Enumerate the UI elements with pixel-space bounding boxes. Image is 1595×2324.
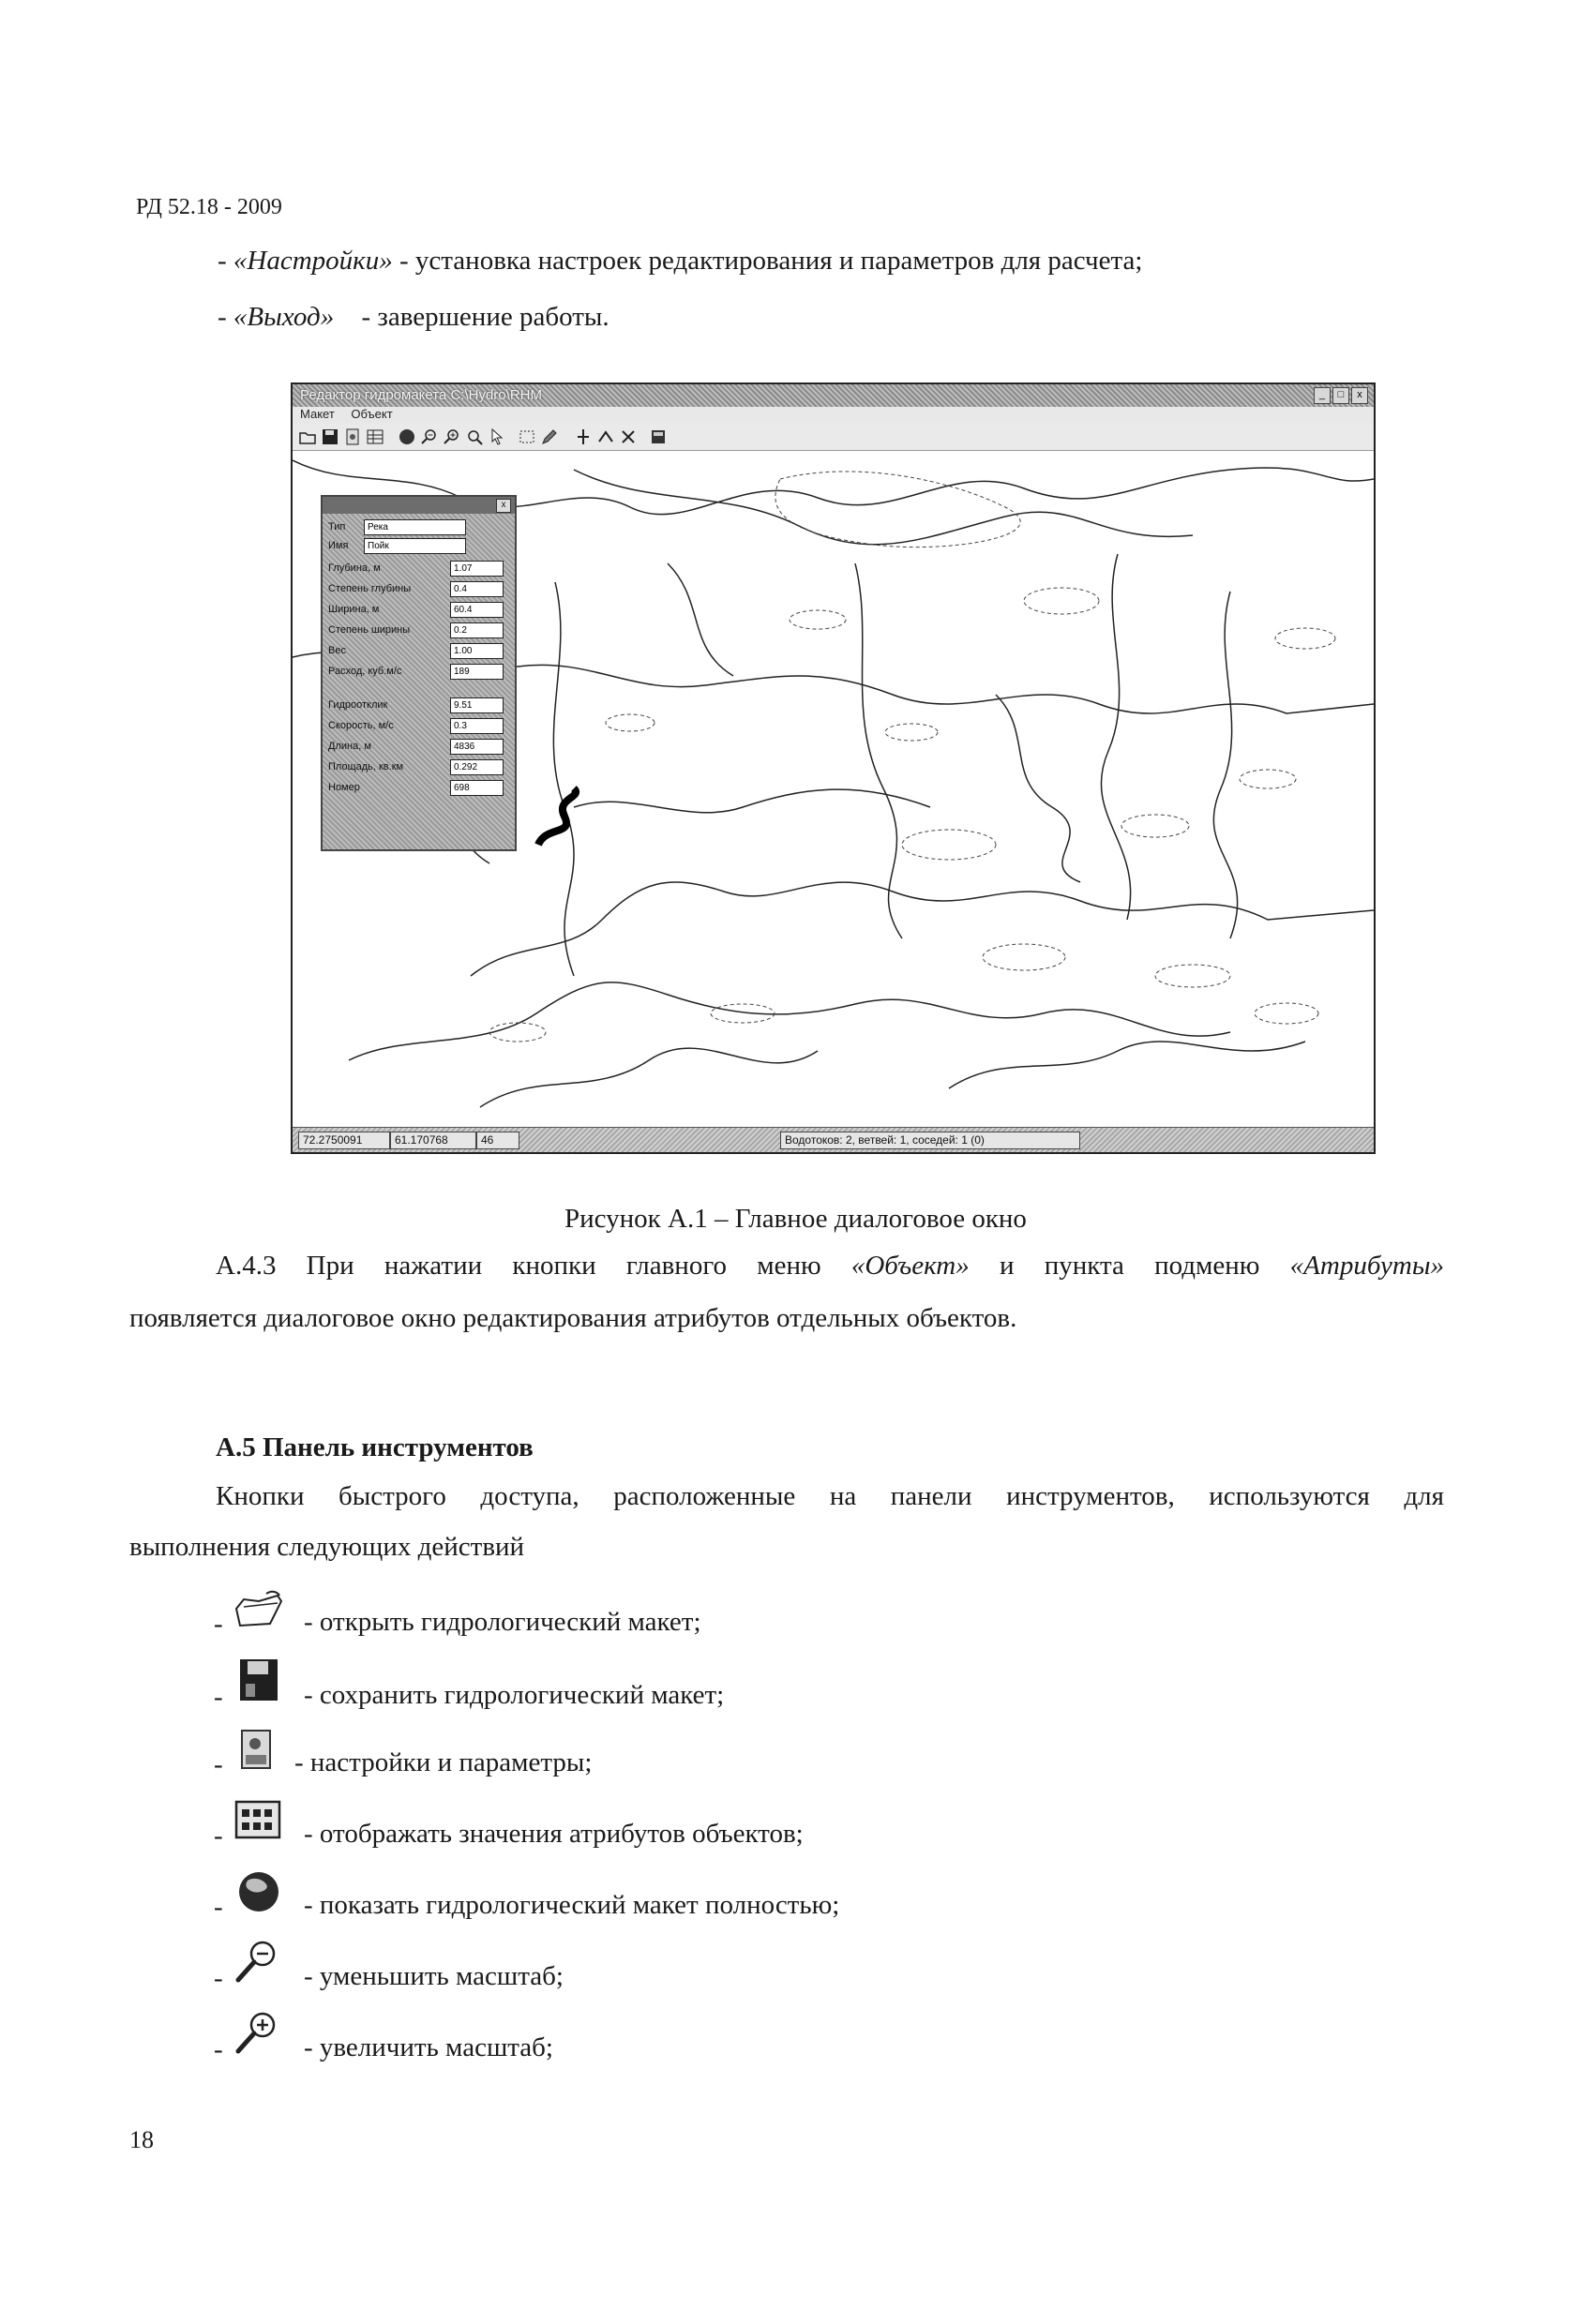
attr-row [328,718,509,735]
menu-desc-exit [218,298,609,336]
attr-label: Гидроотклик [328,699,388,711]
attr-value-field[interactable]: 189 [450,664,504,680]
zoom-out-icon [231,1939,287,1986]
attr-label: Расход, куб.м/с [328,666,402,677]
attr-row-type [328,519,509,536]
maximize-button[interactable]: □ [1332,387,1349,404]
window-titlebar [293,384,1374,407]
type-select[interactable]: Река [364,519,466,535]
menu-desc-text: - установка настроек редактирования и параметров для расчета; [392,246,1143,276]
figure-caption: Рисунок А.1 – Главное диалоговое окно [564,1204,1027,1234]
minimize-button[interactable]: _ [1314,387,1331,404]
attr-label: Имя [328,540,349,551]
settings-document-icon[interactable] [343,427,362,446]
calculate-icon[interactable] [649,427,668,446]
dash: - [214,1892,223,1922]
list-item-text: - открыть гидрологический макет; [304,1607,701,1637]
menu-desc-settings [218,242,1142,279]
toolbar-items-list [214,1586,1058,2111]
attr-row [328,759,509,776]
status-info: Водотоков: 2, ветвей: 1, соседей: 1 (0) [780,1132,1080,1149]
name-field[interactable]: Пойк [364,538,466,554]
pointer-icon[interactable] [488,427,506,446]
attr-value-field[interactable]: 698 [450,780,504,796]
menu-name-settings: «Настройки» [233,246,393,276]
search-icon[interactable] [465,427,484,446]
pencil-icon[interactable] [540,427,559,446]
attr-value-field[interactable]: 1.00 [450,643,504,659]
menu-name-exit: «Выход» [233,302,335,332]
attr-value-field[interactable]: 0.292 [450,759,504,775]
menu-layout[interactable]: Макет [300,407,335,421]
attr-label: Тип [328,521,346,532]
attr-row [328,561,509,577]
attr-value-field[interactable]: 4836 [450,739,504,755]
zoom-in-icon [231,2010,287,2057]
list-item-text: - увеличить масштаб; [304,2032,553,2062]
attr-label: Глубина, м [328,562,381,574]
attr-label: Степень ширины [328,624,411,636]
list-item-text: - уменьшить масштаб; [304,1961,564,1991]
list-item-text: - показать гидрологический макет полностью; [304,1890,840,1920]
attribute-table-icon[interactable] [366,427,384,446]
list-item [214,1939,1058,1995]
floppy-disk-icon [233,1657,289,1704]
section-heading: А.5 Панель инструментов [216,1432,534,1462]
attr-row [328,780,509,797]
para-text: А.4.3 При нажатии кнопки главного меню [216,1251,851,1281]
dash: - [214,1821,223,1851]
list-item-text: - настройки и параметры; [294,1747,593,1777]
zoom-in-icon[interactable] [443,427,461,446]
status-latitude: 61.170768 [390,1132,476,1149]
window-title: Редактор гидромакета С:\Hydro\RHM [300,387,542,403]
list-item [214,1796,1058,1852]
page-number: 18 [129,2126,154,2153]
main-window-screenshot [291,382,1376,1154]
list-item-text: - сохранить гидрологический макет; [304,1680,725,1710]
split-tool-icon[interactable] [574,427,593,446]
join-tool-icon[interactable] [596,427,615,446]
list-item [214,1657,1058,1714]
dash: - [214,1609,223,1639]
attr-row [328,664,509,681]
section-intro-line2: выполнения следующих действий [129,1532,525,1562]
attributes-dialog [321,495,517,851]
dialog-close-button[interactable]: x [496,499,511,513]
dialog-titlebar [323,497,515,514]
window-menubar [293,407,1374,424]
attr-label: Площадь, кв.км [328,761,404,772]
status-count: 46 [476,1132,519,1149]
attr-value-field[interactable]: 0.2 [450,622,504,638]
attribute-table-icon [234,1798,291,1845]
select-tool-icon[interactable] [518,427,536,446]
dash: - [214,2034,223,2064]
menu-ref-object: «Объект» [850,1251,970,1281]
list-item [214,1727,1058,1783]
delete-tool-icon[interactable] [619,427,638,446]
attr-row [328,602,509,619]
attr-value-field[interactable]: 0.4 [450,581,504,597]
attr-value-field[interactable]: 0.3 [450,718,504,734]
dash: - [218,246,227,276]
zoom-out-icon[interactable] [420,427,439,446]
attr-value-field[interactable]: 9.51 [450,697,504,713]
para-a43-line2: появляется диалоговое окно редактирования атрибутов отдельных объектов. [129,1303,1017,1333]
list-item-text: - отображать значения атрибутов объектов; [304,1819,804,1849]
globe-icon [231,1867,287,1914]
attr-label: Вес [328,645,346,656]
selected-river[interactable] [538,788,576,845]
attr-row [328,697,509,714]
settings-document-icon [231,1727,287,1774]
attr-label: Скорость, м/с [328,720,394,731]
attr-row [328,622,509,639]
attr-value-field[interactable]: 60.4 [450,602,504,618]
list-item [214,1586,1058,1642]
list-item [214,1867,1058,1924]
status-bar [293,1127,1374,1152]
attr-label: Ширина, м [328,604,380,615]
attr-row [328,581,509,598]
dash: - [218,302,227,332]
attr-label: Номер [328,782,360,793]
open-folder-icon[interactable] [298,427,317,446]
document-code: РД 52.18 - 2009 [136,195,282,219]
attr-label: Длина, м [328,741,371,752]
dash: - [214,1682,223,1712]
window-toolbar [293,424,1374,451]
para-text: и пункта подменю [969,1251,1290,1281]
window-controls [1314,387,1368,404]
attr-row-name [328,538,509,555]
menu-ref-attributes: «Атрибуты» [1289,1251,1444,1281]
globe-icon[interactable] [398,427,416,446]
floppy-disk-icon[interactable] [321,427,339,446]
status-longitude: 72.2750091 [298,1132,390,1149]
attr-label: Степень глубины [328,583,412,594]
attr-value-field[interactable]: 1.07 [450,561,504,577]
list-item [214,2010,1058,2066]
section-intro-line1: Кнопки быстрого доступа, расположенные на панели инструментов, используются для [216,1481,1444,1511]
menu-desc-text: - завершение работы. [361,302,609,332]
attr-row [328,643,509,660]
para-a43-line1 [216,1247,1444,1284]
dash: - [214,1749,223,1779]
dash: - [214,1963,223,1993]
open-folder-icon [231,1588,287,1635]
attr-row [328,739,509,756]
menu-object[interactable]: Объект [351,407,393,421]
close-button[interactable]: x [1351,387,1368,404]
